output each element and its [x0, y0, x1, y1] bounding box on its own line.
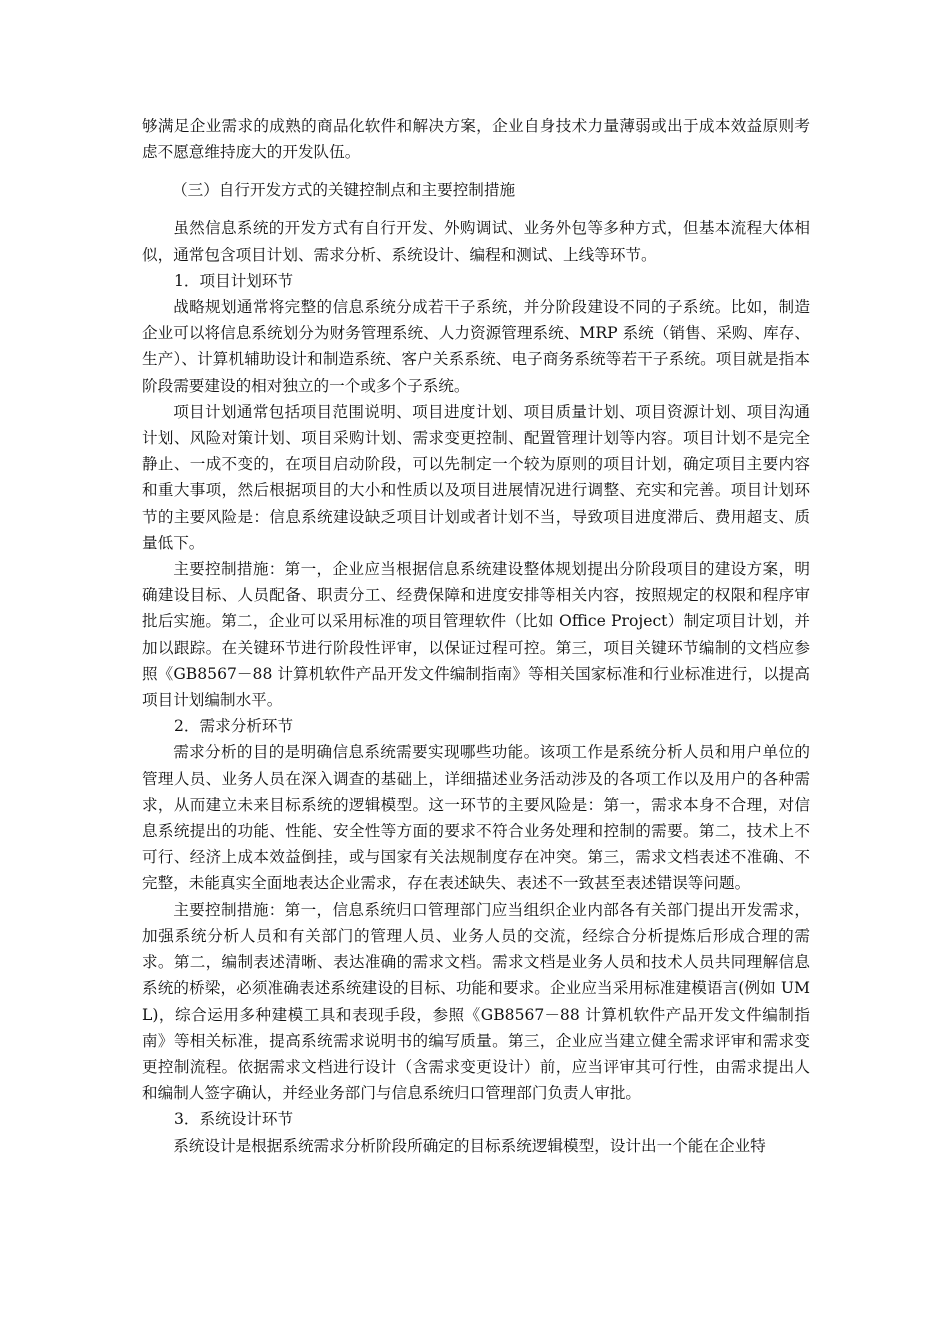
paragraph-project-plan: 项目计划通常包括项目范围说明、项目进度计划、项目质量计划、项目资源计划、项目沟通计划、风险对策计划、项目采购计划、需求变更控制、配置管理计划等内容。项目计划不是完全静止、一成不变的，在项目启动阶段，可以先制定一个较为原则的项目计划，确定项目主要内容和重大事项，然后根据项目的大小和性质以及项目进展情况进行调整、充实和完善。项目计划环节的主要风险是：信息系统建设缺乏项目计划或者计划不当，导致项目进度滞后、费用超支、质量低下。 — [142, 402, 810, 552]
paragraph-requirements-controls: 主要控制措施：第一，信息系统归口管理部门应当组织企业内部各有关部门提出开发需求，加强系统分析人员和有关部门的管理人员、业务人员的交流，经综合分析提炼后形成合理的需求。第二，编制表述清晰、表达准确的需求文档。需求文档是业务人员和技术人员共同理解信息系统的桥梁，必须准确表述系统建设的目标、功能和要求。企业应当采用标准建模语言(例如 UML)，综合运用多种建模工具和表现手段，参照《GB8567－88 计算机软件产品开发文件编制指南》等相关标准，提高系统需求说明书的编写质量。第三，企业应当建立健全需求评审和需求变更控制流程。依据需求文档进行设计（含需求变更设计）前，应当评审其可行性，由需求提出人和编制人签字确认，并经业务部门与信息系统归口管理部门负责人审批。 — [142, 900, 810, 1103]
paragraph-strategy: 战略规划通常将完整的信息系统分成若干子系统，并分阶段建设不同的子系统。比如，制造企业可以将信息系统划分为财务管理系统、人力资源管理系统、MRP 系统（销售、采购、库存、生产）、计算机辅助设计和制造系统、客户关系系统、电子商务系统等若干子系统。项目就是指本阶段需要建设的相对独立的一个或多个子系统。 — [142, 298, 810, 395]
paragraph-intro: 虽然信息系统的开发方式有自行开发、外购调试、业务外包等多种方式，但基本流程大体相似，通常包含项目计划、需求分析、系统设计、编程和测试、上线等环节。 — [142, 219, 810, 264]
heading-requirements: 2．需求分析环节 — [174, 717, 294, 736]
paragraph-plan-controls: 主要控制措施：第一，企业应当根据信息系统建设整体规划提出分阶段项目的建设方案，明确建设目标、人员配备、职责分工、经费保障和进度安排等相关内容，按照规定的权限和程序审批后实施。第二，企业可以采用标准的项目管理软件（比如 Office Project）制定项目计划，并加以跟踪。在关键环节进行阶段性评审，以保证过程可控。第三，项目关键环节编制的文档应参照《GB8567－88 计算机软件产品开发文件编制指南》等相关国家标准和行业标准进行，以提高项目计划编制水平。 — [142, 560, 810, 710]
paragraph-continuation: 够满足企业需求的成熟的商品化软件和解决方案，企业自身技术力量薄弱或出于成本效益原则考虑不愿意维持庞大的开发队伍。 — [142, 117, 810, 162]
document-page — [142, 113, 810, 1159]
section-heading-3: （三）自行开发方式的关键控制点和主要控制措施 — [172, 181, 516, 200]
heading-system-design: 3．系统设计环节 — [174, 1110, 294, 1129]
heading-project-plan: 1．项目计划环节 — [174, 271, 294, 290]
paragraph-system-design: 系统设计是根据系统需求分析阶段所确定的目标系统逻辑模型，设计出一个能在企业特 — [173, 1136, 766, 1155]
paragraph-requirements: 需求分析的目的是明确信息系统需要实现哪些功能。该项工作是系统分析人员和用户单位的管理人员、业务人员在深入调查的基础上，详细描述业务活动涉及的各项工作以及用户的各种需求，从而建立未来目标系统的逻辑模型。这一环节的主要风险是：第一，需求本身不合理，对信息系统提出的功能、性能、安全性等方面的要求不符合业务处理和控制的需要。第二，技术上不可行、经济上成本效益倒挂，或与国家有关法规制度存在冲突。第三，需求文档表述不准确、不完整，未能真实全面地表达企业需求，存在表述缺失、表述不一致甚至表述错误等问题。 — [142, 743, 810, 893]
